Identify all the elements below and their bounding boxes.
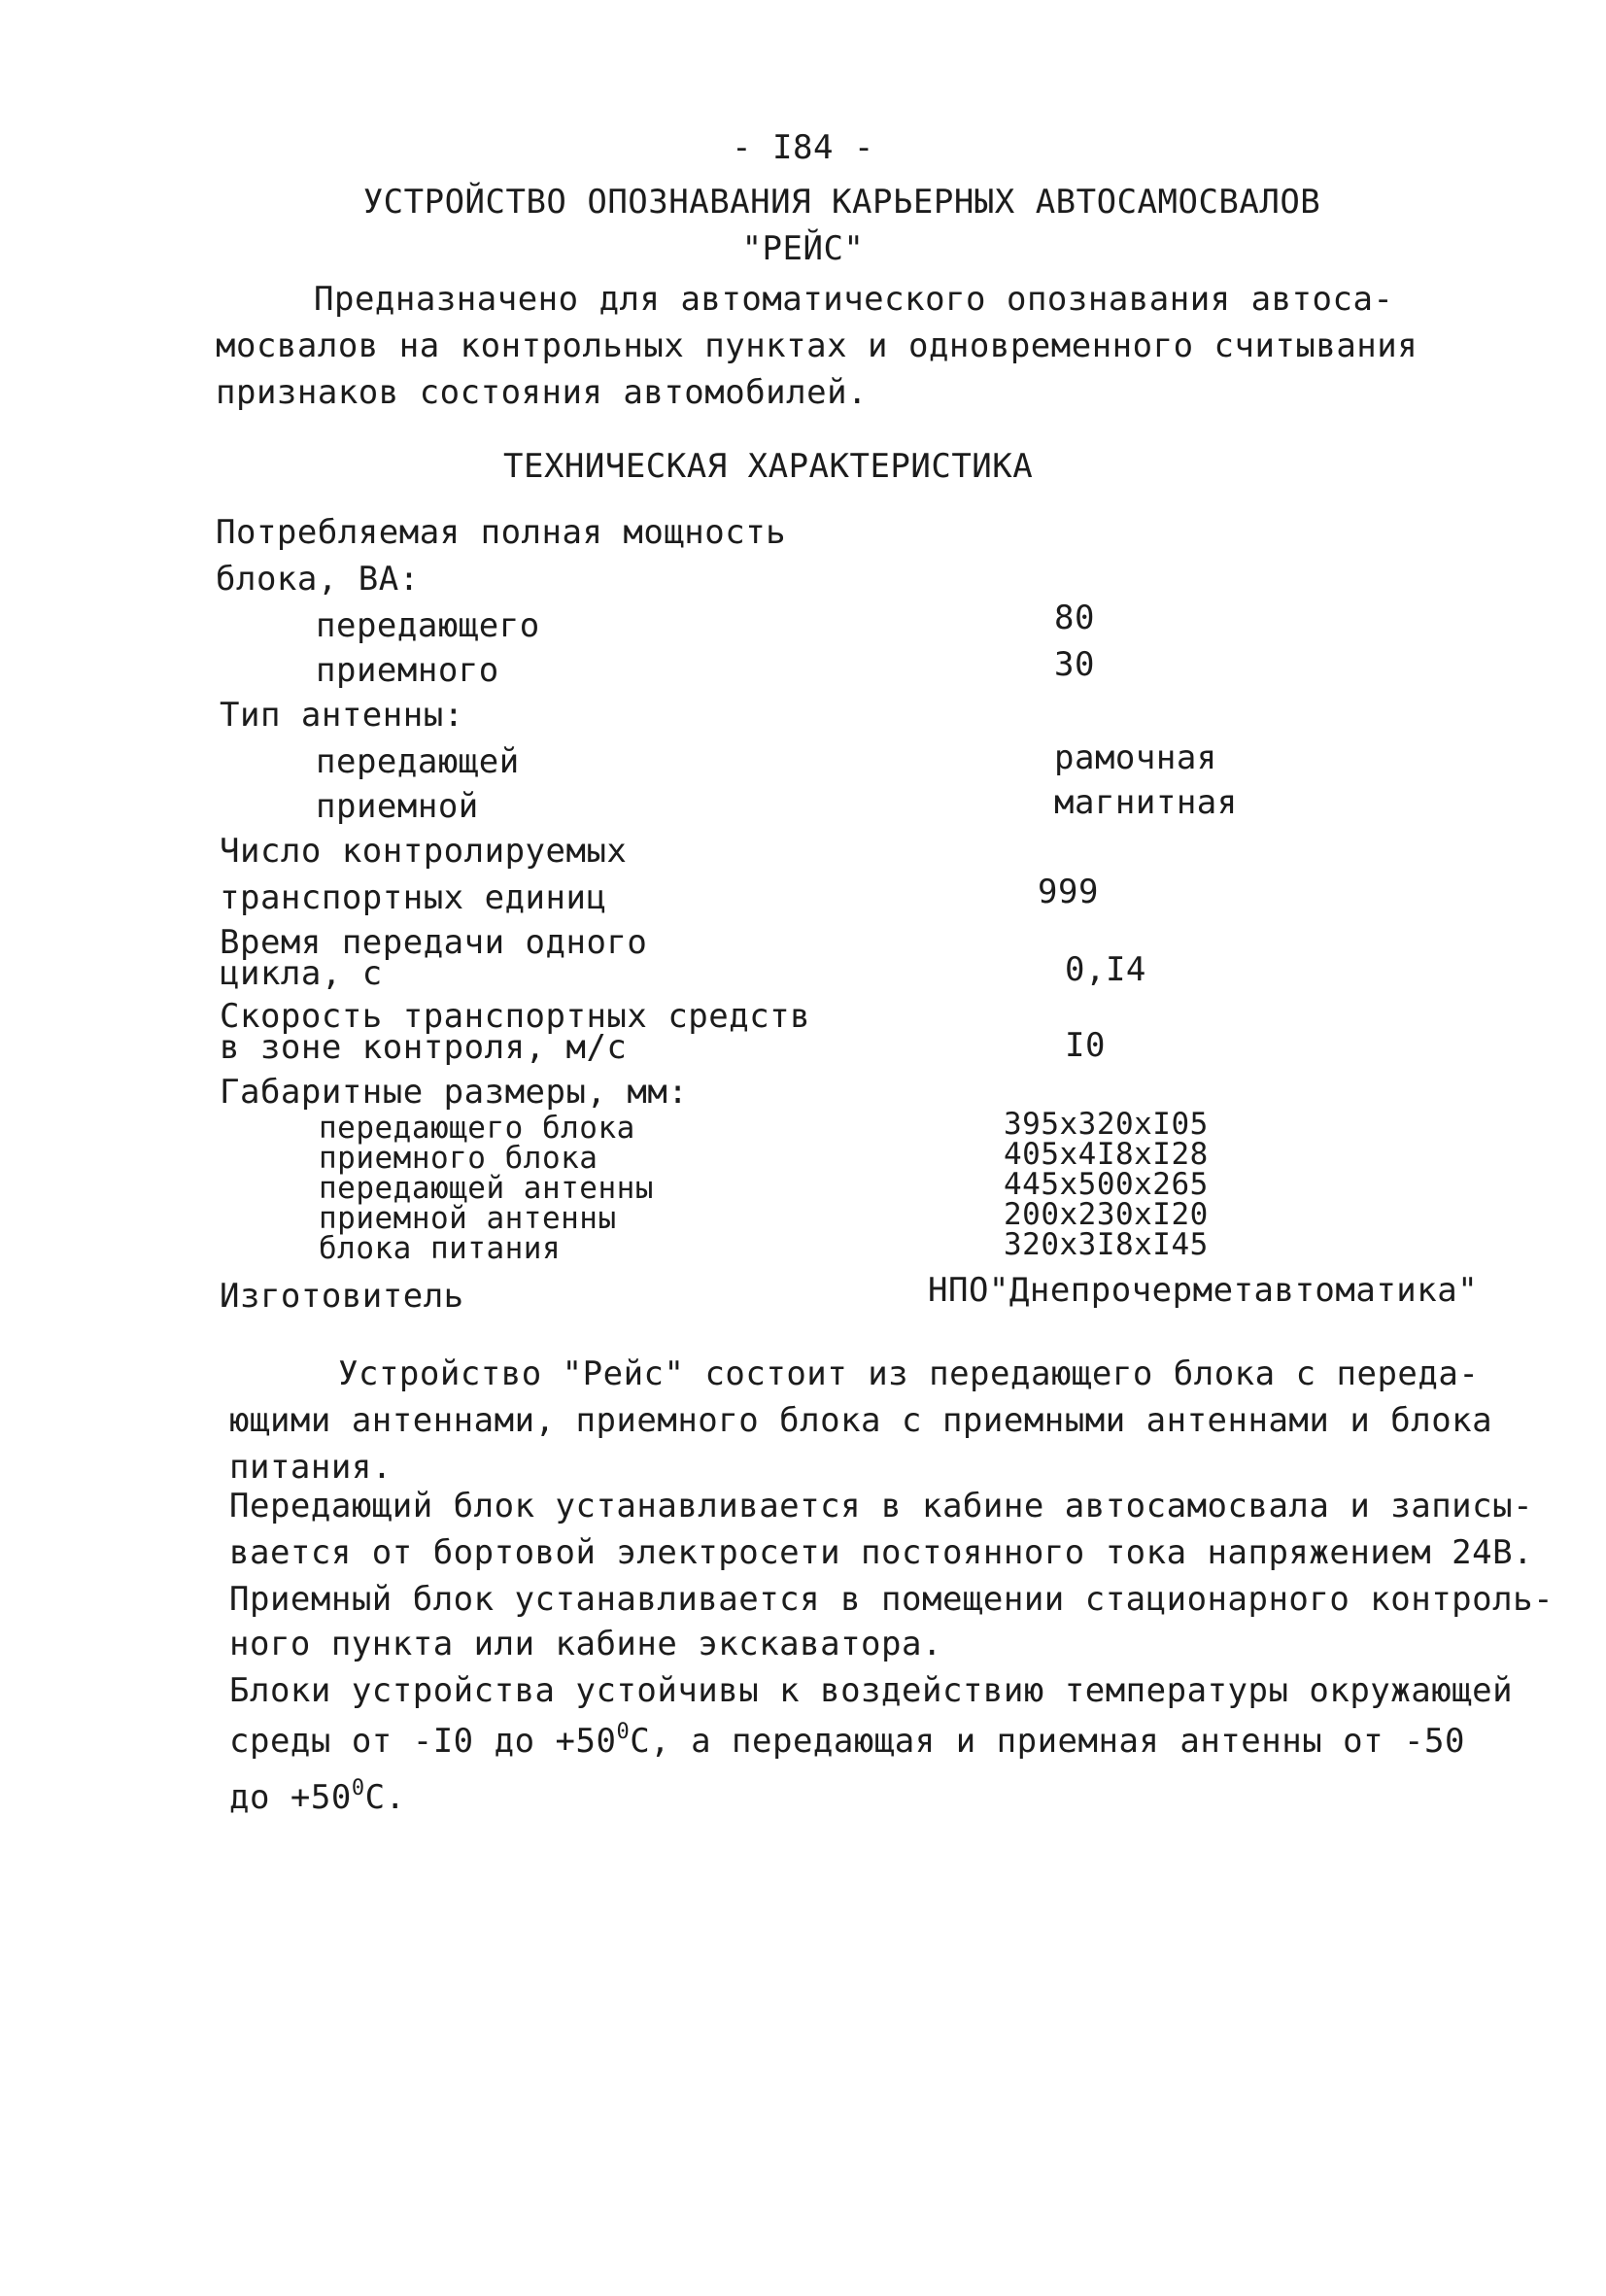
body-line: питания. <box>229 1448 393 1487</box>
spec-heading: ТЕХНИЧЕСКАЯ ХАРАКТЕРИСТИКА <box>503 447 1034 486</box>
spec-power-label: Потребляемая полная мощность <box>216 513 787 552</box>
spec-dims-item-label: передающей антенны <box>319 1171 654 1206</box>
spec-units-value: 999 <box>1038 873 1099 911</box>
spec-dims-item-label: передающего блока <box>319 1111 635 1146</box>
temperature-line-1 <box>229 1722 1465 1761</box>
intro-line-2: мосвалов на контрольных пунктах и одновременного считывания <box>216 326 1418 365</box>
temp-text: среды от -I0 до +50 <box>229 1722 617 1761</box>
spec-dims-item-value: 320x3I8xI45 <box>1004 1227 1209 1262</box>
spec-dims-item-value: 445x500x265 <box>1004 1167 1209 1202</box>
degree-mark: 0 <box>616 1720 631 1744</box>
spec-speed-value: I0 <box>1065 1026 1106 1065</box>
spec-units-label-2: транспортных единиц <box>220 878 607 917</box>
spec-power-label-2: блока, ВА: <box>216 560 420 599</box>
spec-cycle-label-2: цикла, с <box>220 954 383 993</box>
intro-line-3: признаков состояния автомобилей. <box>216 373 869 412</box>
title-line-2: "РЕЙС" <box>741 229 865 268</box>
spec-antenna-rx-value: магнитная <box>1054 783 1238 822</box>
body-line: ного пункта или кабине экскаватора. <box>229 1625 942 1663</box>
spec-dims-label: Габаритные размеры, мм: <box>220 1073 689 1112</box>
page-number: - I84 - <box>732 128 874 167</box>
title-line-1: УСТРОЙСТВО ОПОЗНАВАНИЯ КАРЬЕРНЫХ АВТОСАМОСВАЛОВ <box>362 183 1321 222</box>
body-line: Блоки устройства устойчивы к воздействию температуры окружающей <box>229 1671 1514 1710</box>
temp-text: С. <box>364 1778 406 1817</box>
body-line: Приемный блок устанавливается в помещении стационарного контроль- <box>229 1580 1555 1619</box>
spec-power-tx-label: передающего <box>316 606 540 645</box>
spec-antenna-rx-label: приемной <box>316 787 479 826</box>
body-line: ющими антеннами, приемного блока с приемными антеннами и блока <box>229 1401 1493 1440</box>
spec-antenna-tx-label: передающей <box>316 742 520 781</box>
body-line: Передающий блок устанавливается в кабине автосамосвала и записы- <box>229 1487 1534 1525</box>
intro-line-1: Предназначено для автоматического опознавания автоса- <box>314 280 1394 319</box>
temperature-line-2 <box>229 1778 406 1817</box>
spec-cycle-label: Время передачи одного <box>220 923 648 962</box>
body-line: вается от бортовой электросети постоянного тока напряжением 24В. <box>229 1533 1534 1572</box>
spec-dims-item-label: блока питания <box>319 1231 562 1266</box>
spec-antenna-label: Тип антенны: <box>220 696 464 735</box>
spec-maker-value: НПО"Днепрочерметавтоматика" <box>928 1271 1479 1310</box>
temp-text: до +50 <box>229 1778 352 1817</box>
degree-mark: 0 <box>351 1776 365 1800</box>
spec-power-tx-value: 80 <box>1054 599 1095 637</box>
temp-text: С, а передающая и приемная антенны от -50 <box>630 1722 1465 1761</box>
spec-dims-item-value: 405x4I8xI28 <box>1004 1137 1209 1172</box>
spec-antenna-tx-value: рамочная <box>1054 738 1217 777</box>
spec-dims-item-value: 395x320xI05 <box>1004 1107 1209 1142</box>
spec-power-rx-value: 30 <box>1054 645 1095 684</box>
spec-speed-label: Скорость транспортных средств <box>220 997 811 1036</box>
body-line: Устройство "Рейс" состоит из передающего блока с переда- <box>338 1354 1480 1393</box>
spec-dims-item-value: 200x230xI20 <box>1004 1197 1209 1232</box>
spec-speed-label-2: в зоне контроля, м/с <box>220 1028 628 1067</box>
spec-cycle-value: 0,I4 <box>1065 950 1146 989</box>
spec-dims-item-label: приемного блока <box>319 1141 598 1176</box>
spec-dims-item-label: приемной антенны <box>319 1201 617 1236</box>
spec-power-rx-label: приемного <box>316 651 499 690</box>
spec-maker-label: Изготовитель <box>220 1277 464 1316</box>
spec-units-label: Число контролируемых <box>220 832 628 871</box>
